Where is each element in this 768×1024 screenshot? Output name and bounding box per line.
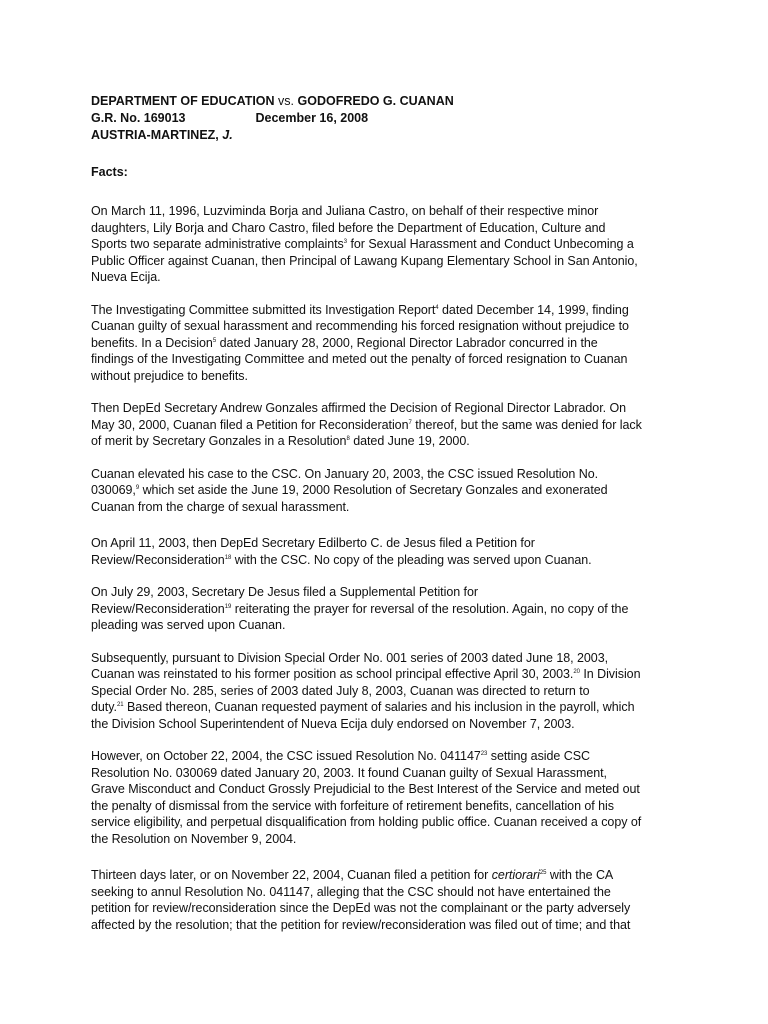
text-line: [91, 748, 691, 765]
text-run: for Sexual Harassment and Conduct Unbecoming a: [347, 237, 634, 251]
case-number-line: [91, 110, 691, 127]
paragraph-3: [91, 400, 691, 450]
ponente-line: [91, 127, 691, 144]
text-line: Special Order No. 285, series of 2003 dated July 8, 2003, Cuanan was directed to return to: [91, 683, 590, 698]
text-line: affected by the resolution; that the petition for review/reconsideration was filed out of time; and that: [91, 917, 631, 932]
text-run: dated December 14, 1999, finding: [438, 302, 629, 317]
text-line: [91, 433, 691, 450]
case-party-2: GODOFREDO G. CUANAN: [297, 94, 454, 108]
text-line: findings of the Investigating Committee and meted out the penalty of forced resignation to Cuanan: [91, 352, 628, 366]
paragraph-5: [91, 535, 691, 568]
text-line: Resolution No. 030069 dated January 20, 2003. It found Cuanan guilty of Sexual Harassment,: [91, 765, 607, 780]
paragraph-7: [91, 650, 691, 733]
footnote-ref: 25: [539, 869, 547, 876]
text-line: On April 11, 2003, then DepEd Secretary Edilberto C. de Jesus filed a Petition for: [91, 536, 535, 550]
footnote-ref: 23: [480, 750, 488, 757]
text-run: with the CSC. No copy of the pleading was served upon Cuanan.: [231, 552, 592, 567]
text-line: daughters, Lily Borja and Charo Castro, filed before the Department of Education, Culture and: [91, 220, 606, 235]
text-run: setting aside CSC: [487, 749, 590, 763]
footnote-ref: 4: [435, 304, 439, 311]
footnote-ref: 7: [408, 419, 412, 426]
text-line: without prejudice to benefits.: [91, 368, 248, 383]
footnote-ref: 20: [573, 668, 580, 675]
text-run: Cuanan was reinstated to his former position as school principal effective April 30, 2003.: [91, 667, 574, 681]
text-run: Thirteen days later, or on November 22, 2004, Cuanan filed a petition for: [91, 868, 492, 882]
paragraph-8: [91, 748, 691, 847]
case-title: [91, 93, 691, 110]
text-line: [91, 601, 691, 618]
footnote-ref: 8: [346, 435, 350, 442]
paragraph-2: [91, 302, 691, 385]
text-run: However, on October 22, 2004, the CSC issued Resolution No. 041147: [91, 749, 481, 763]
text-run: dated June 19, 2000.: [349, 434, 470, 448]
text-run: In Division: [579, 667, 641, 681]
paragraph-9: [91, 867, 691, 933]
text-run: duty.: [91, 700, 117, 714]
text-line: Cuanan from the charge of sexual harassment.: [91, 499, 350, 514]
text-run: thereof, but the same was denied for lack: [411, 417, 642, 432]
text-run: Based thereon, Cuanan requested payment of salaries and his inclusion in the payroll, which: [123, 700, 635, 714]
text-line: [91, 417, 691, 434]
paragraph-6: [91, 584, 691, 634]
text-line: [91, 335, 691, 352]
text-run: May 30, 2000, Cuanan filed a Petition for Reconsideration: [91, 417, 409, 432]
footnote-ref: 5: [212, 337, 217, 344]
italic-term: certiorari: [491, 868, 540, 882]
text-run: The Investigating Committee submitted its Investigation Report: [91, 302, 436, 317]
gr-number: G.R. No. 169013: [91, 111, 186, 125]
ponente-name: AUSTRIA-MARTINEZ,: [91, 128, 219, 142]
text-line: Grave Misconduct and Conduct Grossly Prejudicial to the Best Interest of the Service and meted out: [91, 782, 640, 796]
text-line: pleading was served upon Cuanan.: [91, 618, 286, 632]
footnote-ref: 19: [224, 603, 232, 610]
document-body: [91, 93, 691, 933]
footnote-ref: 3: [343, 238, 348, 245]
paragraph-4: [91, 466, 691, 516]
text-line: [91, 482, 691, 499]
footnote-ref: 18: [224, 554, 232, 561]
text-run: with the CA: [546, 868, 614, 882]
text-line: Cuanan guilty of sexual harassment and recommending his forced resignation without prejudice to: [91, 319, 629, 333]
case-versus: vs.: [278, 94, 295, 108]
text-line: Subsequently, pursuant to Division Special Order No. 001 series of 2003 dated June 18, 2003,: [91, 650, 609, 665]
case-party-1: DEPARTMENT OF EDUCATION: [91, 94, 275, 108]
text-run: Review/Reconsideration: [91, 601, 225, 616]
footnote-ref: 21: [116, 701, 124, 708]
text-run: reiterating the prayer for reversal of the resolution. Again, no copy of the: [231, 601, 629, 616]
text-run: Review/Reconsideration: [91, 552, 225, 567]
facts-heading: Facts:: [91, 165, 128, 179]
text-line: the Resolution on November 9, 2004.: [91, 831, 297, 846]
text-run: 030069,: [91, 483, 136, 497]
text-run: dated January 28, 2000, Regional Director Labrador concurred in the: [216, 335, 598, 350]
decision-date: December 16, 2008: [255, 111, 369, 125]
text-run: benefits. In a Decision: [91, 335, 213, 350]
text-run: Sports two separate administrative complaints: [91, 237, 344, 251]
text-line: [91, 666, 691, 683]
text-line: [91, 867, 691, 884]
text-line: Cuanan elevated his case to the CSC. On January 20, 2003, the CSC issued Resolution No.: [91, 466, 599, 481]
text-line: [91, 699, 691, 716]
text-line: the penalty of dismissal from the service with forfeiture of retirement benefits, cancellation of his: [91, 798, 614, 813]
text-line: seeking to annul Resolution No. 041147, alleging that the CSC should not have entertained the: [91, 884, 611, 899]
text-line: On July 29, 2003, Secretary De Jesus filed a Supplemental Petition for: [91, 585, 478, 599]
text-line: Public Officer against Cuanan, then Principal of Lawang Kupang Elementary School in San Antonio,: [91, 253, 638, 268]
text-line: petition for review/reconsideration since the DepEd was not the complainant or the party adversely: [91, 901, 631, 915]
text-line: [91, 236, 691, 253]
text-line: On March 11, 1996, Luzviminda Borja and Juliana Castro, on behalf of their respective minor: [91, 204, 599, 218]
footnote-ref: 9: [135, 484, 140, 491]
text-run: which set aside the June 19, 2000 Resolution of Secretary Gonzales and exonerated: [139, 483, 608, 497]
text-line: Then DepEd Secretary Andrew Gonzales affirmed the Decision of Regional Director Labrador. On: [91, 401, 627, 415]
text-line: Nueva Ecija.: [91, 270, 161, 284]
text-run: of merit by Secretary Gonzales in a Resolution: [91, 434, 347, 448]
ponente-title: J.: [222, 128, 233, 142]
text-line: [91, 552, 691, 569]
text-line: the Division School Superintendent of Nueva Ecija duly endorsed on November 7, 2003.: [91, 716, 575, 731]
paragraph-1: [91, 203, 691, 286]
text-line: [91, 302, 691, 319]
text-line: service eligibility, and perpetual disqualification from holding public office. Cuanan received a copy of: [91, 815, 642, 829]
